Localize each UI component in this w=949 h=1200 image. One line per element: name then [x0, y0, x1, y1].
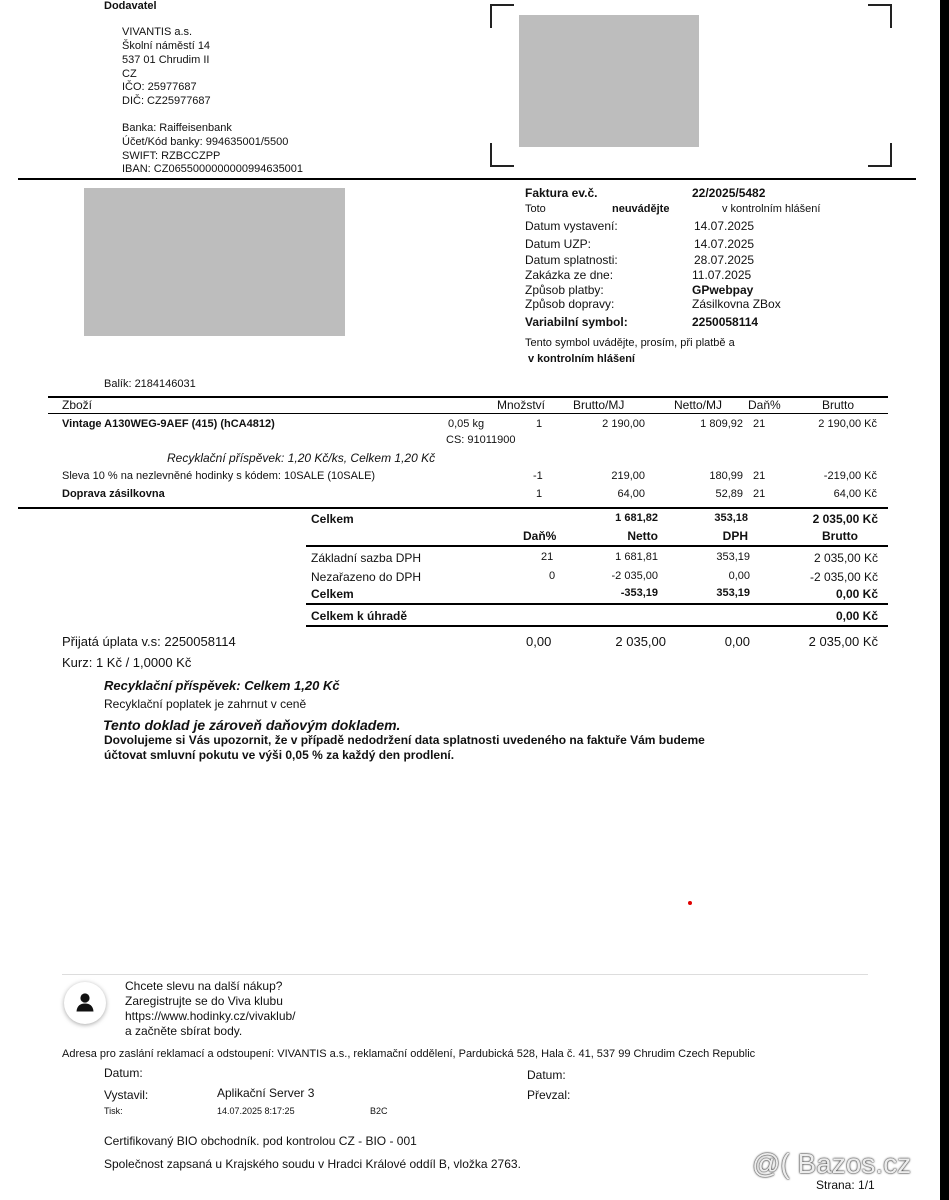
vat-row-netto: 1 681,81 [615, 551, 658, 563]
vat-row-dph: 353,19 [716, 551, 750, 563]
vat-row-label: Nezařazeno do DPH [311, 570, 422, 584]
vat-row-dph: 0,00 [728, 570, 750, 582]
vat-sum-netto: -353,19 [620, 587, 658, 599]
received-by-label: Převzal: [527, 1088, 571, 1102]
supplier-ico: IČO: 25977687 [122, 81, 197, 93]
vat-row-brutto: 2 035,00 Kč [813, 551, 878, 565]
issued-by-value: Aplikační Server 3 [217, 1086, 315, 1100]
shipping-method-value: Zásilkovna ZBox [692, 297, 781, 311]
item-brutto: 2 190,00 Kč [818, 418, 877, 430]
discount-brutto-mj: 219,00 [611, 470, 645, 482]
item-name: Vintage A130WEG-9AEF (415) (hCA4812) [62, 418, 275, 430]
shipping-vat: 21 [753, 488, 766, 500]
qr-corner-bottom-right [868, 143, 892, 167]
bank-account: Účet/Kód banky: 994635001/5500 [122, 136, 289, 148]
bio-certification: Certifikovaný BIO obchodník. pod kontrolou CZ - BIO - 001 [104, 1134, 417, 1148]
vat-header-dph: DPH [722, 529, 748, 543]
header-divider [18, 178, 916, 180]
vat-row-netto: -2 035,00 [611, 570, 658, 582]
exchange-rate: Kurz: 1 Kč / 1,0000 Kč [62, 655, 192, 670]
print-timestamp: 14.07.2025 8:17:25 [217, 1106, 295, 1116]
qr-corner-bottom-left [490, 143, 514, 167]
vat-header-rule [306, 545, 888, 547]
vat-sum-rule [306, 603, 888, 605]
vat-row-brutto: -2 035,00 Kč [809, 570, 878, 584]
print-label: Tisk: [104, 1106, 123, 1116]
tax-document-note: Tento doklad je zároveň daňovým dokladem. [103, 717, 401, 733]
invoice-number-label: Faktura ev.č. [525, 186, 598, 200]
supplier-country: CZ [122, 68, 137, 80]
shipping-brutto: 64,00 Kč [833, 488, 877, 500]
promo-link[interactable]: https://www.hodinky.cz/vivaklub/ [125, 1009, 296, 1023]
shipping-brutto-mj: 64,00 [617, 488, 645, 500]
item-netto-mj: 1 809,92 [700, 418, 743, 430]
discount-netto-mj: 180,99 [709, 470, 743, 482]
amount-due-rule [306, 625, 888, 627]
variable-symbol-label: Variabilní symbol: [525, 315, 628, 329]
due-date-label: Datum splatnosti: [525, 253, 618, 267]
date-right-label: Datum: [527, 1068, 566, 1082]
court-registration: Společnost zapsaná u Krajského soudu v Hradci Králové oddíl B, vložka 2763. [104, 1157, 521, 1171]
shipping-name: Doprava zásilkovna [62, 488, 165, 500]
vat-row-label: Základní sazba DPH [311, 551, 422, 565]
vat-row-rate: 0 [549, 570, 556, 582]
promo-line-4: a začněte sbírat body. [125, 1024, 243, 1038]
complaints-address: Adresa pro zaslání reklamací a odstoupení: VIVANTIS a.s., reklamační oddělení, Pardubická 528, Hala č. 41, 537 99 Chrudim Czech Republic [62, 1048, 756, 1060]
uzp-date-value: 14.07.2025 [694, 237, 755, 251]
channel-b2c: B2C [370, 1106, 388, 1116]
vat-header-rate: Daň% [523, 529, 557, 543]
symbol-note-2: v kontrolním hlášení [528, 353, 635, 365]
shipping-qty: 1 [536, 488, 543, 500]
payment-received-label: Přijatá úplata v.s: 2250058114 [62, 634, 236, 649]
kh-note-emphasis: neuvádějte [612, 203, 670, 215]
vat-sum-label: Celkem [311, 587, 354, 601]
items-header-netto-mj: Netto/MJ [674, 398, 723, 412]
order-date-label: Zakázka ze dne: [525, 268, 614, 282]
kh-note-suffix: v kontrolním hlášení [722, 203, 821, 215]
vat-sum-brutto: 0,00 Kč [835, 587, 878, 601]
discount-qty: -1 [533, 470, 543, 482]
vat-sum-dph: 353,19 [716, 587, 750, 599]
symbol-note: Tento symbol uvádějte, prosím, při platbě a [525, 337, 735, 349]
total-vat: 353,18 [714, 512, 748, 524]
supplier-street: Školní náměstí 14 [122, 40, 211, 52]
vat-header-netto: Netto [627, 529, 658, 543]
qr-corner-top-left [490, 4, 514, 28]
recycling-included-note: Recyklační poplatek je zahrnut v ceně [104, 697, 307, 711]
item-customs-code: CS: 91011900 [446, 434, 516, 446]
vat-header-brutto: Brutto [822, 529, 858, 543]
item-weight: 0,05 kg [448, 418, 485, 430]
item-qty: 1 [536, 418, 543, 430]
total-label: Celkem [311, 512, 354, 526]
due-date-value: 28.07.2025 [694, 253, 755, 267]
red-dot-mark [688, 901, 692, 905]
uzp-date-label: Datum UZP: [525, 237, 592, 251]
payment-received-brutto: 2 035,00 Kč [808, 634, 878, 649]
promo-line-1: Chcete slevu na další nákup? [125, 979, 283, 993]
promo-line-2: Zaregistrujte se do Viva klubu [125, 994, 283, 1008]
late-payment-warning-2: účtovat smluvní pokutu ve výši 0,05 % za každý den prodlení. [104, 748, 455, 762]
items-header-qty: Množství [497, 398, 546, 412]
kh-note-prefix: Toto [525, 203, 546, 215]
shipping-netto-mj: 52,89 [715, 488, 743, 500]
page-number: Strana: 1/1 [816, 1178, 875, 1192]
total-base: 1 681,82 [615, 512, 658, 524]
recycling-total-note: Recyklační příspěvek: Celkem 1,20 Kč [104, 678, 340, 693]
payment-method-value: GPwebpay [692, 283, 754, 297]
items-header-rule [48, 413, 888, 414]
items-bottom-rule [18, 507, 888, 509]
date-left-label: Datum: [104, 1066, 143, 1080]
supplier-city: 537 01 Chrudim II [122, 54, 210, 66]
issued-by-label: Vystavil: [104, 1088, 149, 1102]
payment-received-netto: 2 035,00 [615, 634, 666, 649]
items-header-brutto-mj: Brutto/MJ [573, 398, 625, 412]
items-header-vat: Daň% [748, 398, 781, 412]
discount-brutto: -219,00 Kč [823, 470, 877, 482]
items-header-goods: Zboží [62, 398, 93, 412]
supplier-dic: DIČ: CZ25977687 [122, 95, 211, 107]
issue-date-value: 14.07.2025 [694, 219, 755, 233]
discount-name: Sleva 10 % na nezlevněné hodinky s kódem: 10SALE (10SALE) [62, 470, 376, 482]
payment-received-rate: 0,00 [526, 634, 552, 649]
vat-row-rate: 21 [541, 551, 554, 563]
late-payment-warning-1: Dovolujeme si Vás upozornit, že v případě nedodržení data splatnosti uvedeného na faktuře Vám budeme [104, 733, 705, 747]
discount-vat: 21 [753, 470, 766, 482]
issue-date-label: Datum vystavení: [525, 219, 618, 233]
promo-divider [62, 974, 868, 975]
variable-symbol-value: 2250058114 [692, 315, 759, 329]
order-date-value: 11.07.2025 [692, 268, 752, 282]
payment-received-dph: 0,00 [724, 634, 750, 649]
redacted-qr-code [519, 15, 699, 147]
item-vat: 21 [753, 418, 766, 430]
supplier-name: VIVANTIS a.s. [122, 26, 193, 38]
total-brutto: 2 035,00 Kč [812, 512, 878, 526]
bank-swift: SWIFT: RZBCCZPP [122, 150, 221, 162]
qr-corner-top-right [868, 4, 892, 28]
member-avatar-icon [64, 982, 106, 1024]
person-icon [75, 992, 95, 1012]
supplier-heading: Dodavatel [104, 0, 157, 12]
bank-name: Banka: Raiffeisenbank [122, 122, 232, 134]
shipping-method-label: Způsob dopravy: [525, 297, 615, 311]
bank-iban: IBAN: CZ0655000000000994635001 [122, 163, 304, 175]
amount-due-value: 0,00 Kč [835, 609, 878, 623]
invoice-number-value: 22/2025/5482 [692, 186, 766, 200]
payment-method-label: Způsob platby: [525, 283, 604, 297]
redacted-customer-address [84, 188, 345, 336]
amount-due-label: Celkem k úhradě [311, 609, 408, 623]
items-header-brutto: Brutto [822, 398, 855, 412]
item-recycling-fee: Recyklační příspěvek: 1,20 Kč/ks, Celkem 1,20 Kč [167, 451, 436, 465]
parcel-number: Balík: 2184146031 [104, 378, 196, 390]
bazos-watermark: @( Bazos.cz [752, 1148, 912, 1179]
item-brutto-mj: 2 190,00 [602, 418, 645, 430]
